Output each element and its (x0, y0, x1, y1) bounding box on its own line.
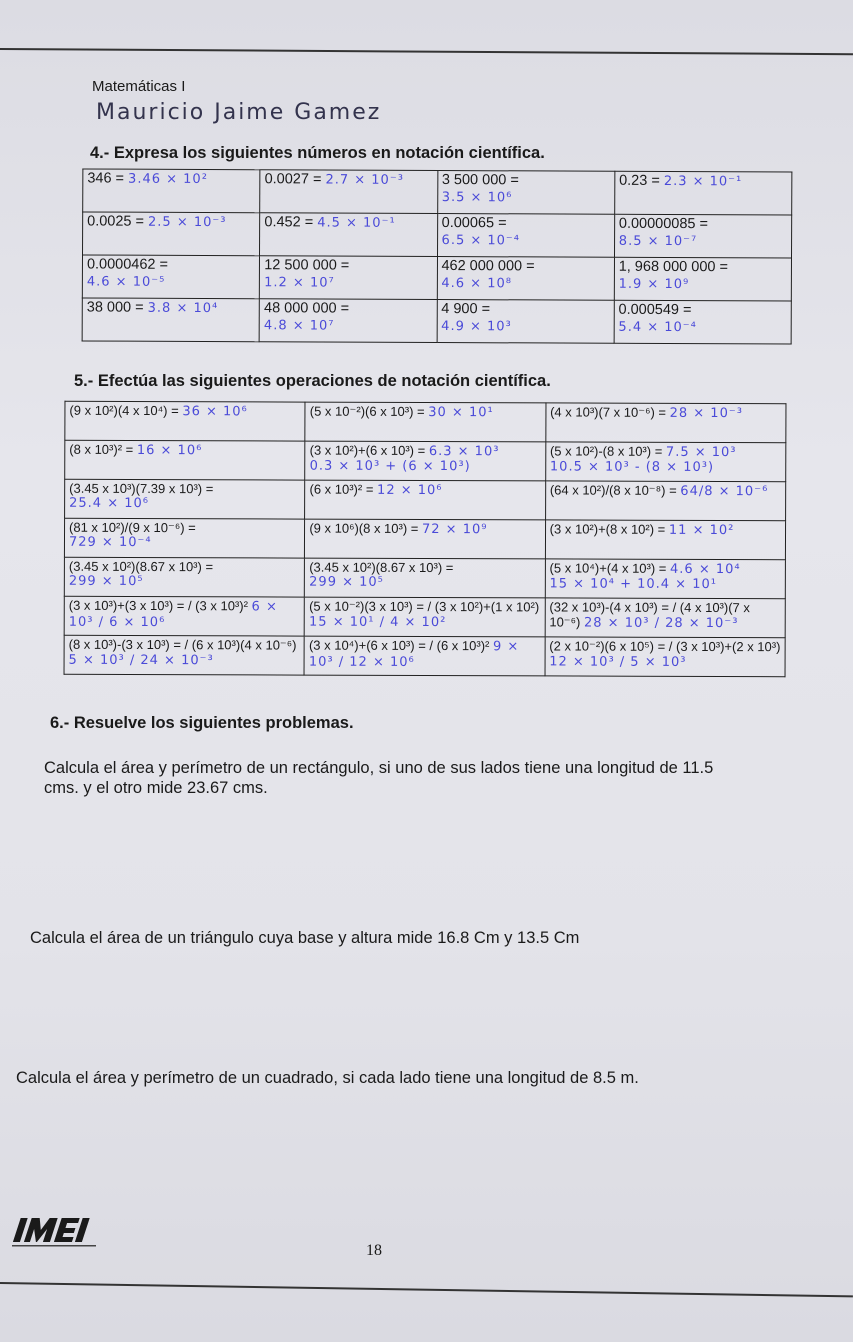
handwritten-answer: 2.7 × 10⁻³ (325, 172, 404, 188)
table-cell: 0.0027 = 2.7 × 10⁻³ (260, 170, 437, 214)
problem-rectangle: Calcula el área y perímetro de un rectángulo, si uno de sus lados tiene una longitud de 11.5 cms. y el otro mide 23.67 cms. (44, 759, 714, 797)
handwritten-answer: 36 × 10⁶ (182, 404, 248, 420)
table-cell: (8 x 10³)-(3 x 10³) = / (6 x 10³)(4 x 10⁻⁶) 5 × 10³ / 24 × 10⁻³ (64, 635, 304, 675)
handwritten-answer: 4.8 × 10⁷ (263, 318, 335, 334)
table-cell: 346 = 3.46 × 10² (83, 169, 260, 213)
handwritten-answer: 72 × 10⁹ (421, 521, 488, 538)
table-row (83, 169, 792, 215)
handwritten-answer: 299 × 10⁵ (68, 573, 144, 590)
handwritten-answer: 4.6 × 10⁻⁵ (86, 274, 166, 290)
table-cell: (2 x 10⁻²)(6 x 10⁵) = / (3 x 10³)+(2 x 10³) 12 × 10³ / 5 × 10³ (545, 637, 785, 677)
table-cell: 0.00000085 = 8.5 × 10⁻⁷ (614, 214, 791, 258)
table-cell: 4 900 = 4.9 × 10³ (437, 299, 614, 343)
table-cell: 462 000 000 = 4.6 × 10⁸ (437, 257, 614, 301)
table-row (65, 479, 786, 521)
handwritten-answer: 12 × 10⁶ (377, 482, 443, 499)
problem-triangle: Calcula el área de un triángulo cuya base y altura mide 16.8 Cm y 13.5 Cm (30, 929, 580, 947)
table-cell: (81 x 10²)/(9 x 10⁻⁶) = 729 × 10⁻⁴ (64, 518, 304, 558)
table-cell: 0.000549 = 5.4 × 10⁻⁴ (614, 300, 791, 344)
table-cell: 0.0025 = 2.5 × 10⁻³ (83, 212, 260, 256)
section-5-title: 5.- Efectúa las siguientes operaciones de notación científica. (74, 372, 551, 390)
subject-label: Matemáticas I (92, 78, 186, 95)
handwritten-answer: 11 × 10² (668, 522, 735, 539)
section-5-table (64, 401, 787, 678)
table-cell: (5 x 10⁻²)(3 x 10³) = / (3 x 10²)+(1 x 10²) 15 × 10¹ / 4 × 10² (304, 597, 544, 637)
table-cell: (32 x 10³)-(4 x 10³) = / (4 x 10³)(7 x 10⁻⁶) 28 × 10³ / 28 × 10⁻³ (545, 598, 785, 638)
table-cell: (64 x 10²)/(8 x 10⁻⁸) = 64/8 × 10⁻⁶ (545, 481, 785, 521)
handwritten-answer: 6.5 × 10⁻⁴ (441, 233, 521, 249)
handwritten-answer: 64/8 × 10⁻⁶ (680, 483, 769, 500)
handwritten-answer: 4.9 × 10³ (441, 319, 512, 335)
handwritten-answer: 28 × 10³ / 28 × 10⁻³ (583, 615, 739, 632)
handwritten-answer: 6 × 10³ / 6 × 10⁶ (68, 599, 278, 631)
table-row (82, 298, 791, 344)
handwritten-answer: 12 × 10³ / 5 × 10³ (549, 654, 687, 670)
table-row (64, 635, 785, 677)
table-cell: (9 x 10²)(4 x 10⁴) = 36 × 10⁶ (65, 401, 305, 441)
student-name-handwritten: Mauricio Jaime Gamez (96, 100, 382, 125)
table-cell: 0.0000462 = 4.6 × 10⁻⁵ (82, 255, 259, 299)
table-cell: 38 000 = 3.8 × 10⁴ (82, 298, 259, 342)
handwritten-work: 15 × 10⁴ + 10.4 × 10¹ (549, 576, 717, 593)
handwritten-answer: 9 × 10³ / 12 × 10⁶ (308, 639, 520, 670)
table-cell: (3.45 x 10²)(8.67 x 10³) = 299 × 10⁵ (64, 557, 304, 597)
handwritten-answer: 6.3 × 10³ (428, 444, 500, 460)
handwritten-answer: 2.3 × 10⁻¹ (663, 173, 743, 190)
problem-square: Calcula el área y perímetro de un cuadrado, si cada lado tiene una longitud de 8.5 m. (16, 1069, 639, 1087)
table-cell: (5 x 10²)-(8 x 10³) = 7.5 × 10³ 10.5 × 10³ - (8 × 10³) (545, 442, 785, 482)
table-cell: 3 500 000 = 3.5 × 10⁶ (437, 171, 614, 215)
table-cell: (6 x 10³)² = 12 × 10⁶ (305, 480, 545, 520)
table-cell: (5 x 10⁴)+(4 x 10³) = 4.6 × 10⁴ 15 × 10⁴ + 10.4 × 10¹ (545, 559, 785, 599)
table-cell: (3 x 10²)+(6 x 10³) = 6.3 × 10³ 0.3 × 10³ + (6 × 10³) (305, 441, 545, 481)
imei-logo-icon (10, 1214, 100, 1250)
table-row (65, 440, 786, 482)
handwritten-answer: 5.4 × 10⁻⁴ (618, 319, 697, 336)
table-row (82, 255, 791, 301)
top-rule (0, 48, 853, 55)
handwritten-answer: 7.5 × 10³ (665, 444, 737, 461)
handwritten-answer: 299 × 10⁵ (309, 574, 384, 590)
handwritten-answer: 30 × 10¹ (428, 405, 494, 421)
table-row (65, 401, 786, 443)
page-number: 18 (366, 1242, 382, 1259)
handwritten-answer: 1.2 × 10⁷ (264, 275, 335, 291)
handwritten-answer: 4.5 × 10⁻¹ (317, 215, 396, 231)
handwritten-answer: 5 × 10³ / 24 × 10⁻³ (68, 652, 214, 669)
section-4-title: 4.- Expresa los siguientes números en notación científica. (90, 144, 545, 162)
table-cell: (3 x 10²)+(8 x 10²) = 11 × 10² (545, 520, 785, 560)
table-row (64, 557, 785, 599)
handwritten-answer: 3.46 × 10² (128, 171, 208, 187)
section-6-title: 6.- Resuelve los siguientes problemas. (50, 714, 354, 732)
table-cell: (5 x 10⁻²)(6 x 10³) = 30 × 10¹ (305, 402, 545, 442)
handwritten-answer: 3.8 × 10⁴ (147, 300, 219, 317)
table-cell: 0.23 = 2.3 × 10⁻¹ (614, 171, 791, 215)
handwritten-work: 10.5 × 10³ - (8 × 10³) (549, 459, 715, 476)
handwritten-answer: 25.4 × 10⁶ (69, 495, 150, 512)
table-cell: 48 000 000 = 4.8 × 10⁷ (259, 299, 436, 343)
table-cell: (8 x 10³)² = 16 × 10⁶ (65, 440, 305, 480)
table-cell: (3.45 x 10²)(8.67 x 10³) = 299 × 10⁵ (305, 558, 545, 598)
table-cell: (3.45 x 10³)(7.39 x 10³) = 25.4 × 10⁶ (65, 479, 305, 519)
handwritten-work: 0.3 × 10³ + (6 × 10³) (309, 458, 471, 475)
table-cell: (3 x 10⁴)+(6 x 10³) = / (6 x 10³)² 9 × 10³ / 12 × 10⁶ (304, 636, 544, 676)
section-4-table (82, 168, 793, 344)
table-cell: (9 x 10⁶)(8 x 10³) = 72 × 10⁹ (305, 519, 545, 559)
table-cell: 1, 968 000 000 = 1.9 × 10⁹ (614, 257, 791, 301)
table-cell: (4 x 10³)(7 x 10⁻⁶) = 28 × 10⁻³ (545, 403, 785, 443)
handwritten-answer: 4.6 × 10⁸ (441, 276, 513, 292)
table-cell: 12 500 000 = 1.2 × 10⁷ (260, 256, 437, 300)
table-row (64, 596, 785, 638)
table-row (83, 212, 792, 258)
handwritten-answer: 1.9 × 10⁹ (618, 276, 690, 293)
handwritten-answer: 2.5 × 10⁻³ (148, 214, 227, 231)
table-cell: 0.00065 = 6.5 × 10⁻⁴ (437, 214, 614, 258)
handwritten-answer: 28 × 10⁻³ (669, 405, 743, 422)
handwritten-answer: 8.5 × 10⁻⁷ (618, 233, 698, 250)
table-cell: (3 x 10³)+(3 x 10³) = / (3 x 10³)² 6 × 10³ / 6 × 10⁶ (64, 596, 304, 636)
handwritten-answer: 729 × 10⁻⁴ (68, 534, 152, 551)
bottom-rule (0, 1282, 853, 1297)
handwritten-answer: 16 × 10⁶ (136, 442, 203, 459)
handwritten-answer: 4.6 × 10⁴ (670, 561, 741, 578)
table-cell: 0.452 = 4.5 × 10⁻¹ (260, 213, 437, 257)
table-row (64, 518, 785, 560)
handwritten-answer: 15 × 10¹ / 4 × 10² (309, 614, 447, 631)
handwritten-answer: 3.5 × 10⁶ (441, 190, 513, 206)
